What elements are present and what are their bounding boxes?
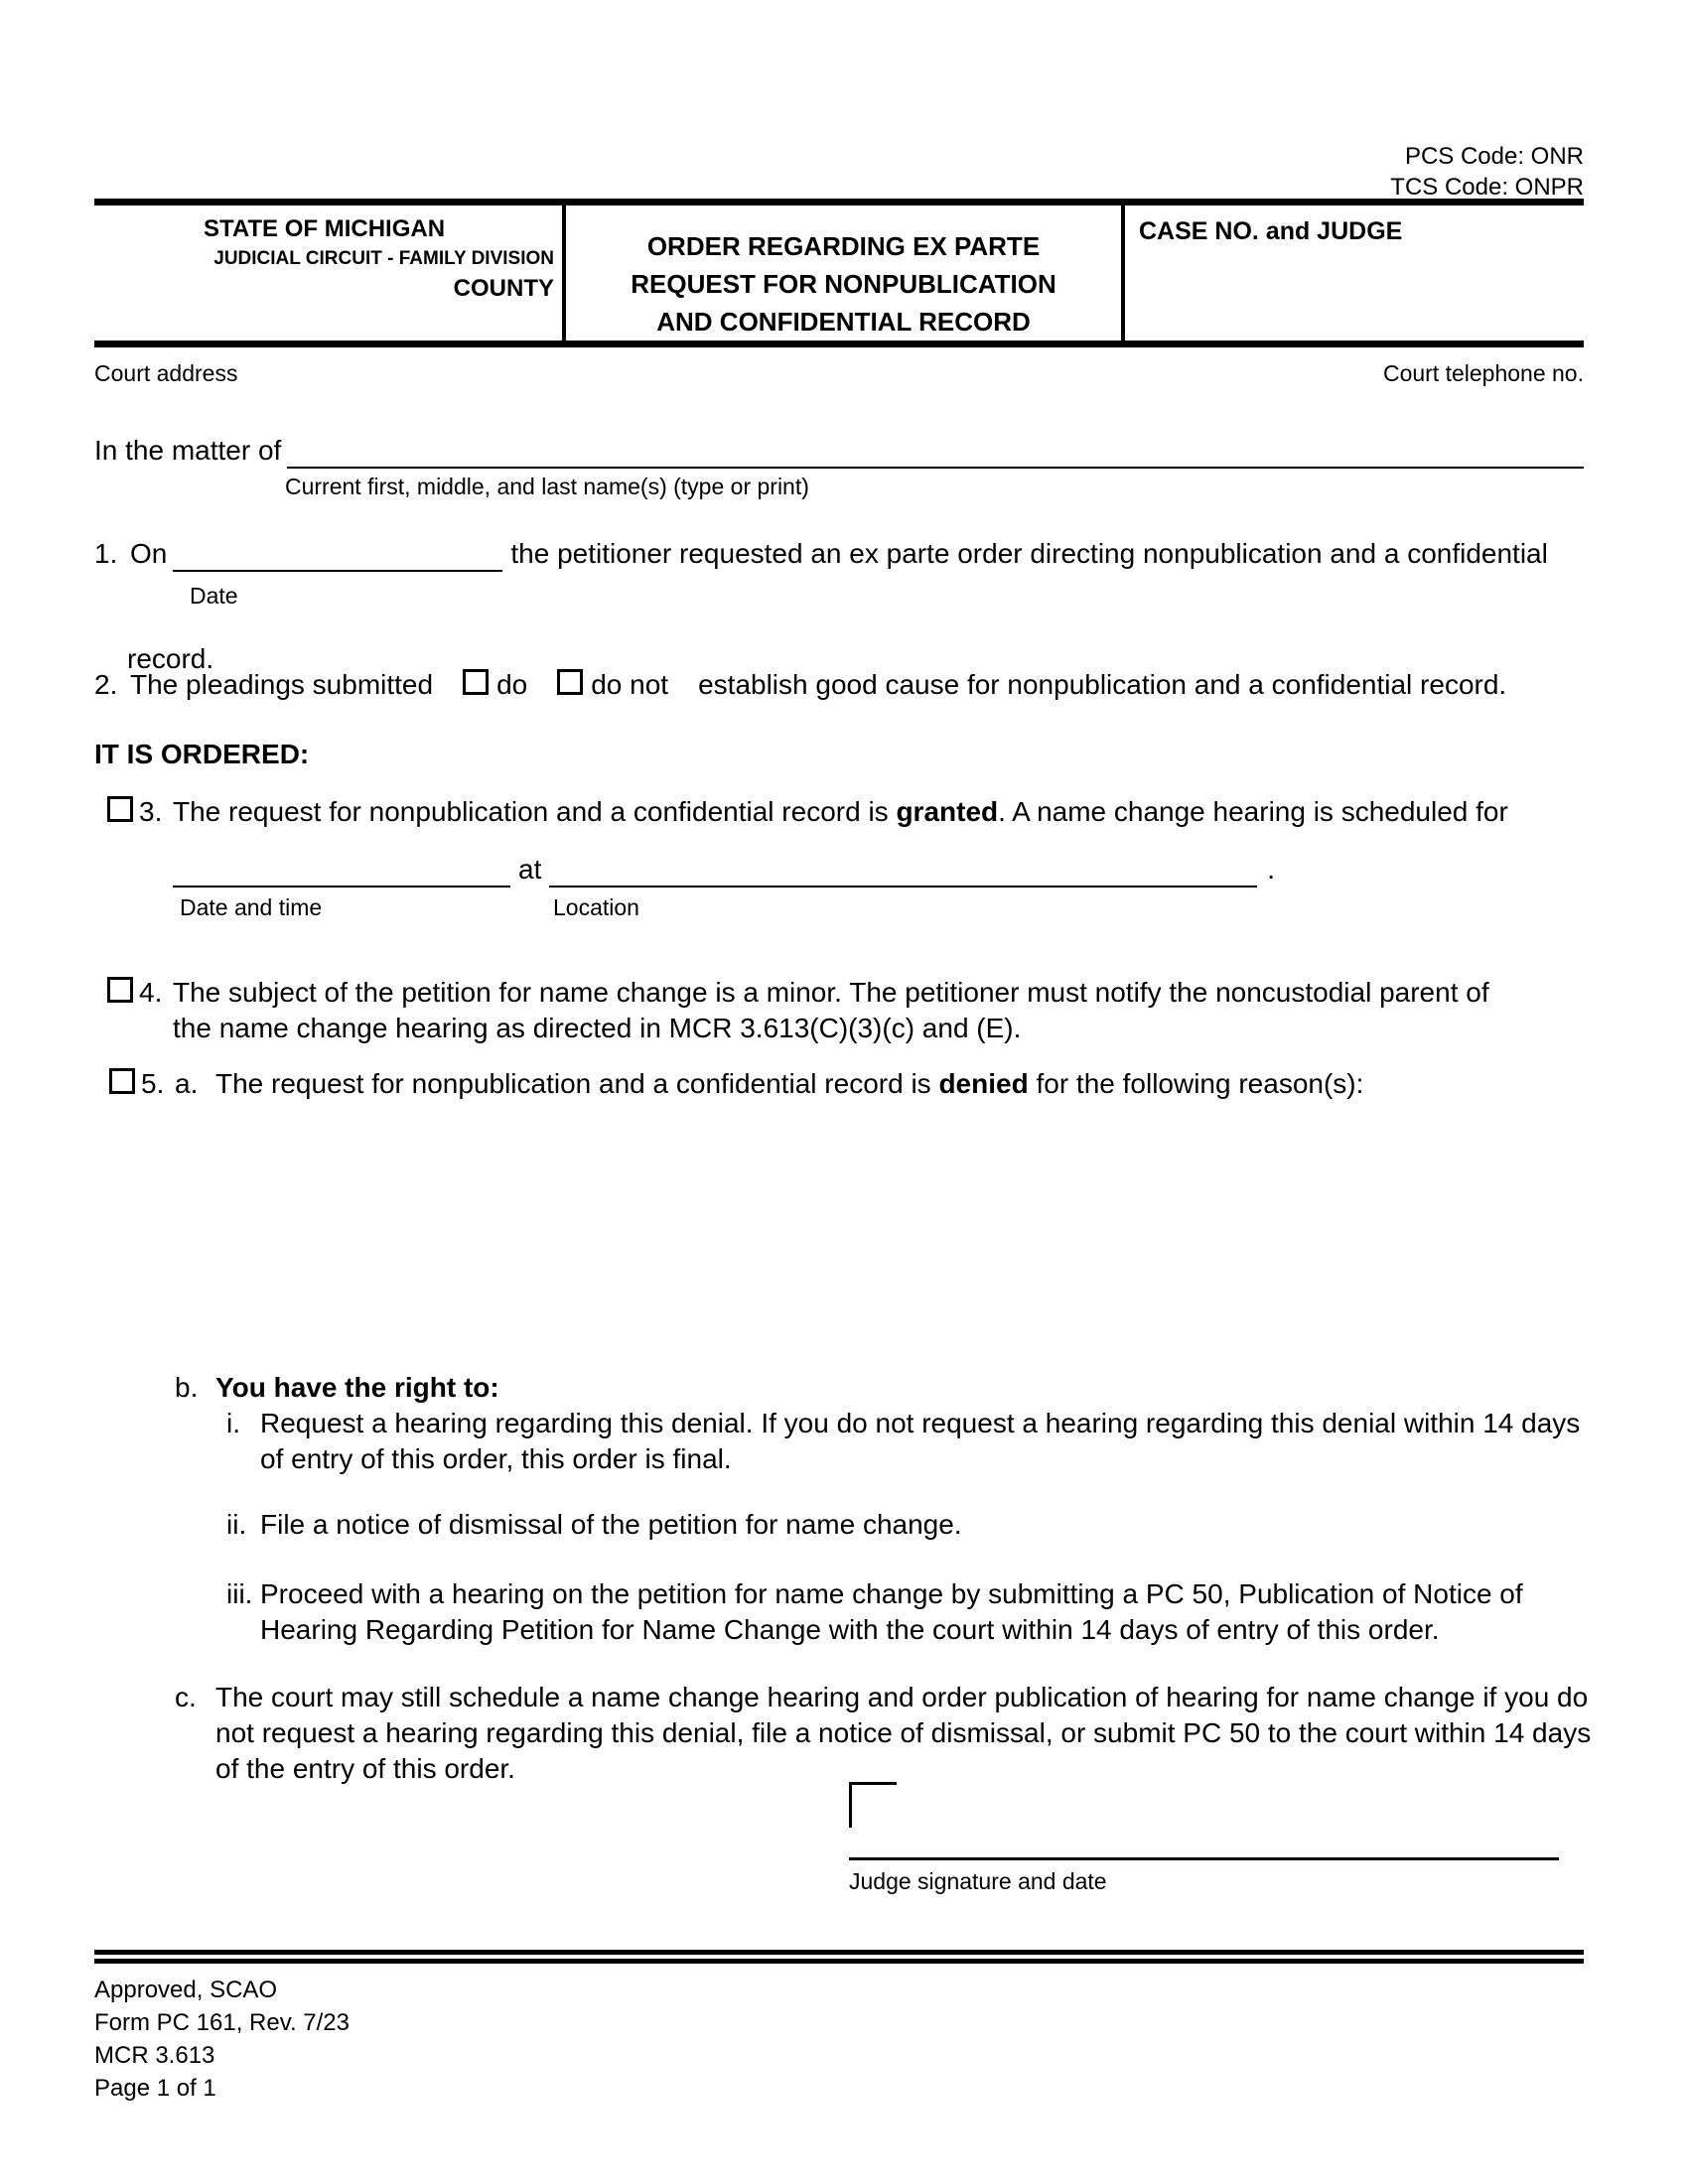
footer-page-count: Page 1 of 1 [94, 2075, 216, 2102]
item-3 [94, 794, 1643, 920]
form-title-line-1: ORDER REGARDING EX PARTE [646, 231, 1041, 261]
item-5a-text-after: for the following reason(s): [1028, 1068, 1364, 1099]
item-5b-ii-numeral: ii. [226, 1509, 247, 1540]
item-5b-iii [226, 1576, 1646, 1648]
court-cell [94, 205, 566, 341]
tcs-code: TCS Code: ONPR [1390, 174, 1584, 201]
item-4 [94, 975, 1643, 1046]
item-1 [94, 536, 1643, 674]
item-4-line-2: the name change hearing as directed in MCR 3.613(C)(3)(c) and (E). [173, 1013, 1022, 1043]
item-3-text-after: . A name change hearing is scheduled for [998, 796, 1508, 827]
item-4-checkbox[interactable] [107, 977, 133, 1003]
court-telephone-label[interactable]: Court telephone no. [1382, 360, 1584, 386]
item-1-number: 1. [94, 538, 118, 569]
item-3-granted-word: granted [896, 796, 999, 827]
matter-name-field[interactable] [287, 437, 1584, 469]
item-2-lead: The pleadings submitted [130, 669, 434, 700]
form-title [566, 205, 1125, 341]
item-5b-iii-numeral: iii. [226, 1578, 253, 1609]
state-of-michigan-label: STATE OF MICHIGAN [203, 215, 446, 242]
item-3-number: 3. [139, 796, 163, 827]
item-5a-label: a. [175, 1068, 199, 1099]
item-4-line-1: The subject of the petition for name change is a minor. The petitioner must notify the noncustodial parent of [173, 977, 1489, 1008]
item-5c-line-1: The court may still schedule a name change hearing and order publication of hearing for name change if you do [215, 1682, 1589, 1712]
item-2-do-not-checkbox[interactable] [557, 669, 583, 695]
item-2-text: establish good cause for nonpublication and a confidential record. [698, 669, 1507, 700]
item-5a-denied-word: denied [938, 1068, 1029, 1099]
item-5b-iii-line-2: Hearing Regarding Petition for Name Change with the court within 14 days of entry of this order. [260, 1614, 1440, 1645]
form-title-line-3: AND CONFIDENTIAL RECORD [656, 307, 1031, 337]
matter-name-hint: Current first, middle, and last name(s) (type or print) [285, 474, 809, 499]
item-5b-ii [226, 1507, 1646, 1543]
item-5b-i [226, 1406, 1646, 1477]
item-5c-label: c. [175, 1682, 197, 1712]
judicial-circuit-label: JUDICIAL CIRCUIT - FAMILY DIVISION [213, 248, 554, 269]
item-5c-line-3: of the entry of this order. [215, 1753, 515, 1784]
item-5b-iii-line-1: Proceed with a hearing on the petition for name change by submitting a PC 50, Publication of Notice of [260, 1578, 1523, 1609]
judge-signature-field[interactable] [849, 1857, 1559, 1895]
court-address-label[interactable]: Court address [94, 360, 238, 386]
footer-approved: Approved, SCAO [94, 1977, 278, 2003]
item-5a-text-before: The request for nonpublication and a confidential record is [215, 1068, 939, 1099]
item-3-at-label: at [518, 854, 542, 885]
pcs-code: PCS Code: ONR [1404, 143, 1584, 170]
item-5-checkbox[interactable] [109, 1068, 135, 1094]
item-3-text-before: The request for nonpublication and a confidential record is [173, 796, 897, 827]
caption-table [94, 199, 1584, 347]
judge-signature-label: Judge signature and date [849, 1868, 1107, 1894]
signature-corner-mark [849, 1782, 897, 1828]
item-3-date-time-field[interactable] [173, 858, 510, 887]
item-1-lead: On [130, 538, 168, 569]
item-5b-i-line-2: of entry of this order, this order is final. [260, 1443, 732, 1474]
matter-label: In the matter of [94, 435, 282, 466]
form-codes [1390, 141, 1584, 203]
item-5c-line-2: not request a hearing regarding this denial, file a notice of dismissal, or submit PC 50 to the court within 14 days [215, 1717, 1592, 1748]
form-title-line-2: REQUEST FOR NONPUBLICATION [631, 269, 1056, 299]
matter-section [94, 433, 1584, 499]
item-3-period: . [1267, 854, 1275, 885]
item-1-text-continued: record. [127, 643, 214, 674]
item-5b [175, 1370, 1585, 1406]
footer-form-number: Form PC 161, Rev. 7/23 [94, 2009, 350, 2036]
item-3-location-field[interactable] [549, 858, 1257, 887]
item-4-number: 4. [139, 977, 163, 1008]
item-2-do-not-label: do not [591, 669, 669, 700]
footer-mcr: MCR 3.613 [94, 2042, 215, 2069]
item-2-do-label: do [496, 669, 528, 700]
item-5b-i-line-1: Request a hearing regarding this denial. If you do not request a hearing regarding this denial within 14 days [260, 1408, 1581, 1438]
item-2-number: 2. [94, 669, 118, 700]
denial-reasons-area[interactable] [175, 1112, 1565, 1350]
item-5b-label: b. [175, 1372, 199, 1403]
item-2-do-checkbox[interactable] [463, 669, 489, 695]
item-5 [94, 1066, 1643, 1102]
item-1-date-hint: Date [190, 583, 238, 609]
item-3-date-time-hint: Date and time [180, 894, 323, 920]
item-5b-ii-line-1: File a notice of dismissal of the petition for name change. [260, 1509, 962, 1540]
item-5-number: 5. [141, 1068, 165, 1099]
item-5c [175, 1680, 1615, 1787]
case-no-judge-label: CASE NO. and JUDGE [1139, 217, 1403, 245]
item-2 [94, 667, 1643, 703]
item-3-checkbox[interactable] [107, 796, 133, 822]
item-3-location-hint: Location [553, 894, 639, 920]
county-label: COUNTY [453, 275, 554, 302]
address-row [94, 355, 1584, 391]
item-5b-heading: You have the right to: [215, 1372, 499, 1403]
footer-double-rule [94, 1950, 1584, 1964]
case-no-cell[interactable] [1125, 205, 1584, 341]
item-5b-i-numeral: i. [226, 1408, 240, 1438]
item-1-text: the petitioner requested an ex parte order directing nonpublication and a confidential [510, 538, 1548, 569]
item-1-date-field[interactable] [173, 540, 502, 572]
ordered-heading: IT IS ORDERED: [94, 739, 310, 769]
footer [94, 1974, 350, 2105]
